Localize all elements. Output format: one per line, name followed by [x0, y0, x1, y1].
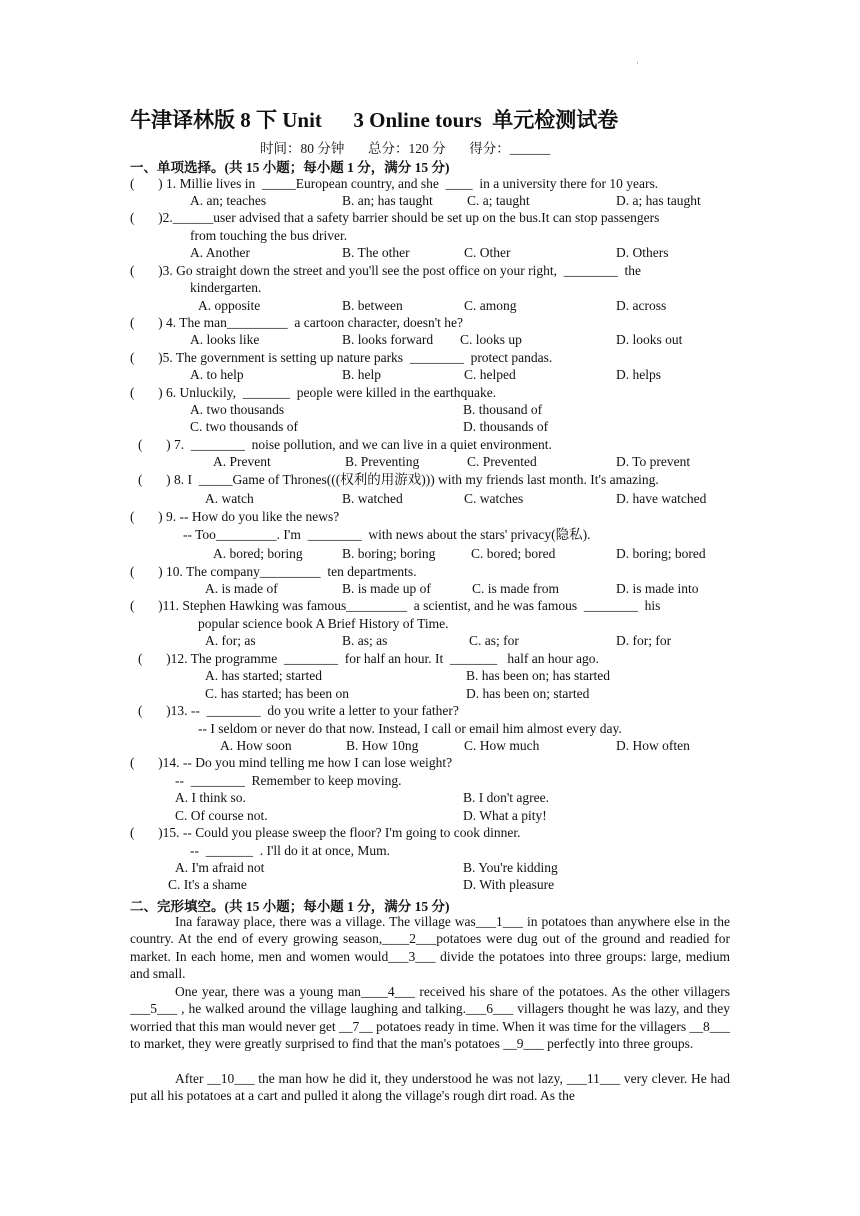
- q5-option-b: B. help: [342, 367, 381, 382]
- q12-option-c: C. has started; has been on: [205, 686, 349, 701]
- question-14: ( )14. -- Do you mind telling me how I can lose weight?: [130, 755, 453, 770]
- question-3: ( )3. Go straight down the street and you'll see the post office on your right, ________ the: [130, 263, 641, 278]
- q8-option-c: C. watches: [464, 491, 524, 506]
- q4-option-d: D. looks out: [616, 332, 683, 347]
- q11-option-b: B. as; as: [342, 633, 388, 648]
- question-4: ( ) 4. The man_________ a cartoon character, doesn't he?: [130, 315, 464, 330]
- question-14-cont: -- ________ Remember to keep moving.: [175, 773, 402, 788]
- q6-option-b: B. thousand of: [463, 402, 543, 417]
- q7-option-c: C. Prevented: [467, 454, 537, 469]
- exam-meta: 时间：80 分钟 总分：120 分 得分：______: [260, 141, 551, 156]
- q5-option-d: D. helps: [616, 367, 661, 382]
- q9-option-b: B. boring; boring: [342, 546, 436, 561]
- q6-option-c: C. two thousands of: [190, 419, 298, 434]
- q12-option-b: B. has been on; has started: [466, 668, 610, 683]
- q7-option-b: B. Preventing: [345, 454, 420, 469]
- q3-option-b: B. between: [342, 298, 403, 313]
- q3-option-a: A. opposite: [198, 298, 261, 313]
- q4-option-c: C. looks up: [460, 332, 522, 347]
- q13-option-a: A. How soon: [220, 738, 292, 753]
- q7-option-d: D. To prevent: [616, 454, 691, 469]
- q11-option-a: A. for; as: [205, 633, 256, 648]
- q1-option-c: C. a; taught: [467, 193, 530, 208]
- question-15: ( )15. -- Could you please sweep the floor? I'm going to cook dinner.: [130, 825, 521, 840]
- question-6: ( ) 6. Unluckily, _______ people were killed in the earthquake.: [130, 385, 497, 400]
- q12-option-d: D. has been on; started: [466, 686, 590, 701]
- q13-option-b: B. How 10ng: [346, 738, 419, 753]
- q12-option-a: A. has started; started: [205, 668, 322, 683]
- q9-option-d: D. boring; bored: [616, 546, 706, 561]
- q10-option-b: B. is made up of: [342, 581, 431, 596]
- q14-option-c: C. Of course not.: [175, 808, 268, 823]
- q11-option-c: C. as; for: [469, 633, 519, 648]
- q10-option-c: C. is made from: [472, 581, 559, 596]
- cloze-paragraph-1: Ina faraway place, there was a village. The village was___1___ in potatoes than anywhere else in the country. At the end of every growing season,____2___potatoes were dug out of the ground and readied for market. In each home, men and women would___3___ divide the potatoes into three groups: large, medium and small.: [130, 914, 730, 982]
- question-11-cont: popular science book A Brief History of Time.: [198, 616, 449, 631]
- q8-option-d: D. have watched: [616, 491, 707, 506]
- q4-option-a: A. looks like: [190, 332, 260, 347]
- question-12: ( )12. The programme ________ for half an hour. It _______ half an hour ago.: [138, 651, 599, 666]
- q8-option-b: B. watched: [342, 491, 403, 506]
- q6-option-a: A. two thousands: [190, 402, 285, 417]
- q15-option-d: D. With pleasure: [463, 877, 555, 892]
- q1-option-d: D. a; has taught: [616, 193, 701, 208]
- q9-option-c: C. bored; bored: [471, 546, 556, 561]
- q8-option-a: A. watch: [205, 491, 254, 506]
- q2-option-c: C. Other: [464, 245, 511, 260]
- q5-option-c: C. helped: [464, 367, 516, 382]
- q2-option-d: D. Others: [616, 245, 669, 260]
- page-dot: ·: [636, 58, 639, 68]
- question-7: ( ) 7. ________ noise pollution, and we can live in a quiet environment.: [138, 437, 552, 452]
- q10-option-d: D. is made into: [616, 581, 699, 596]
- q15-option-a: A. I'm afraid not: [175, 860, 265, 875]
- q10-option-a: A. is made of: [205, 581, 278, 596]
- question-15-cont: -- _______ . I'll do it at once, Mum.: [190, 843, 391, 858]
- q1-option-b: B. an; has taught: [342, 193, 433, 208]
- q4-option-b: B. looks forward: [342, 332, 434, 347]
- q9-option-a: A. bored; boring: [213, 546, 303, 561]
- question-1: ( ) 1. Millie lives in _____European country, and she ____ in a university there for 10 years.: [130, 176, 659, 191]
- cloze-paragraph-3: After __10___ the man how he did it, they understood he was not lazy, ___11___ very clever. He had put all his potatoes at a cart and pulled it along the village's rough dirt road. As the: [130, 1071, 730, 1104]
- q11-option-d: D. for; for: [616, 633, 672, 648]
- q1-option-a: A. an; teaches: [190, 193, 267, 208]
- q14-option-a: A. I think so.: [175, 790, 246, 805]
- q2-option-a: A. Another: [190, 245, 250, 260]
- q7-option-a: A. Prevent: [213, 454, 271, 469]
- q14-option-b: B. I don't agree.: [463, 790, 550, 805]
- section-2-heading: 二、完形填空。(共 15 小题；每小题 1 分，满分 15 分): [130, 899, 450, 914]
- q6-option-d: D. thousands of: [463, 419, 549, 434]
- question-10: ( ) 10. The company_________ ten departments.: [130, 564, 417, 579]
- q14-option-d: D. What a pity!: [463, 808, 547, 823]
- question-13: ( )13. -- ________ do you write a letter to your father?: [138, 703, 459, 718]
- question-9: ( ) 9. -- How do you like the news?: [130, 509, 340, 524]
- question-3-cont: kindergarten.: [190, 280, 262, 295]
- question-13-cont: -- I seldom or never do that now. Instead, I call or email him almost every day.: [198, 721, 622, 736]
- q5-option-a: A. to help: [190, 367, 244, 382]
- cloze-paragraph-2: One year, there was a young man____4___ received his share of the potatoes. As the other villagers ___5___ , he walked around the village laughing and talking.___6___ villagers thought he was lazy, and they worried that this man would never get __7__ potatoes ready in time. When it was time for the villagers __8___ to market, they were greatly surprised to find that the man's potatoes __9___ perfectly into three groups.: [130, 984, 730, 1052]
- q13-option-d: D. How often: [616, 738, 690, 753]
- question-9-cont: -- Too_________. I'm ________ with news about the stars' privacy(隐私).: [183, 527, 591, 542]
- q15-option-c: C. It's a shame: [168, 877, 247, 892]
- section-1-heading: 一、单项选择。(共 15 小题；每小题 1 分，满分 15 分): [130, 160, 450, 175]
- question-2: ( )2.______user advised that a safety barrier should be set up on the bus.It can stop passengers: [130, 210, 660, 225]
- page-title: 牛津译林版 8 下 Unit 3 Online tours 单元检测试卷: [130, 108, 619, 132]
- q15-option-b: B. You're kidding: [463, 860, 558, 875]
- question-11: ( )11. Stephen Hawking was famous_________ a scientist, and he was famous ________ his: [130, 598, 661, 613]
- q13-option-c: C. How much: [464, 738, 540, 753]
- q3-option-d: D. across: [616, 298, 667, 313]
- question-5: ( )5. The government is setting up nature parks ________ protect pandas.: [130, 350, 553, 365]
- question-2-cont: from touching the bus driver.: [190, 228, 348, 243]
- question-8: ( ) 8. I _____Game of Thrones(((权利的用游戏))) with my friends last month. It's amazing.: [138, 472, 659, 487]
- q2-option-b: B. The other: [342, 245, 410, 260]
- q3-option-c: C. among: [464, 298, 517, 313]
